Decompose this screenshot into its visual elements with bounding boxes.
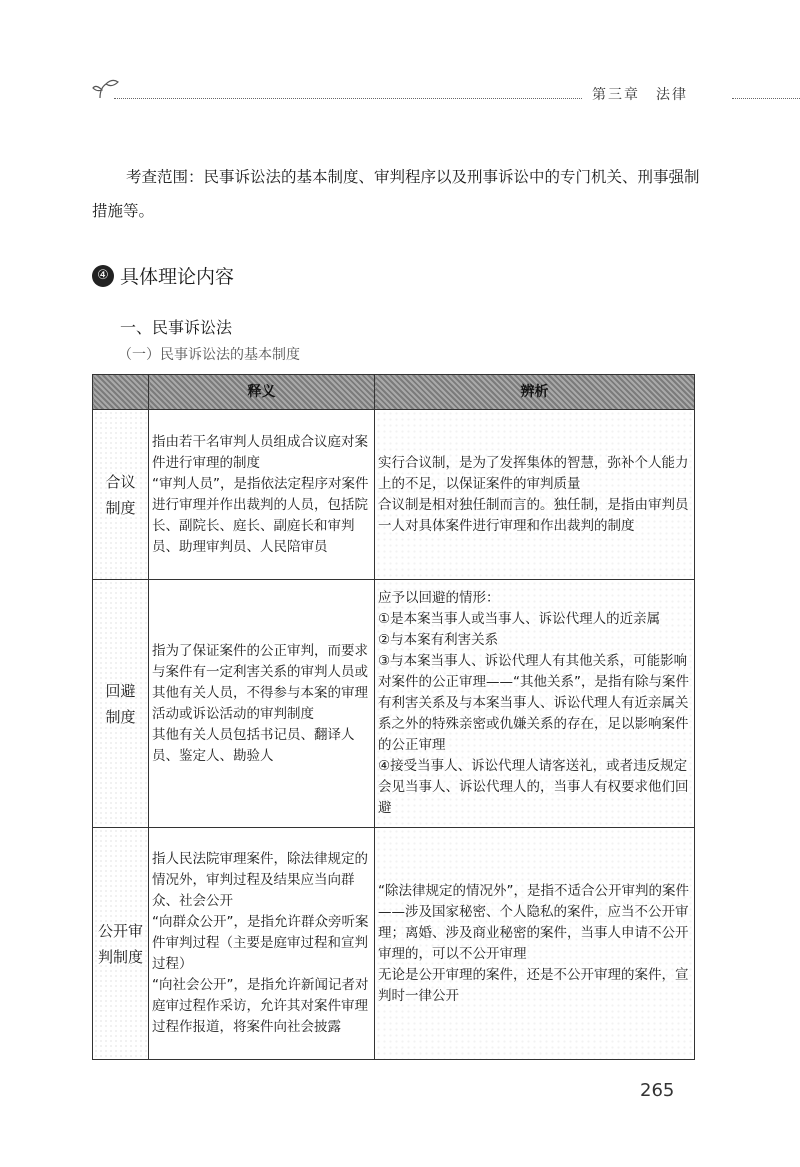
header-cell-definition: 释义: [149, 375, 375, 410]
table-row: [93, 580, 695, 828]
definition-line: 指为了保证案件的公正审判，而要求与案件有一定利害关系的审判人员或其他有关人员，不得参与本案的审理活动或诉讼活动的审判制度: [152, 642, 368, 722]
subsubsection-title: （一）民事诉讼法的基本制度: [118, 347, 300, 363]
term-line: 回避: [105, 681, 136, 700]
term-cell: [93, 580, 149, 828]
definition-line: 指由若干名审判人员组成合议庭对案件进行审理的制度: [152, 433, 368, 471]
header-cell-blank: [93, 375, 149, 410]
definition-cell: [149, 828, 375, 1060]
header-rule-right: [732, 98, 800, 99]
explanation-cell: [375, 410, 695, 580]
explanation-line: “除法律规定的情况外”，是指不适合公开审判的案件——涉及国家秘密、个人隐私的案件，应当不公开审理；离婚、涉及商业秘密的案件，当事人申请不公开审理的，可以不公开审理: [378, 882, 689, 962]
chapter-title: 第三章 法律: [592, 87, 688, 103]
exam-scope: 考查范围：民事诉讼法的基本制度、审判程序以及刑事诉讼中的专门机关、刑事强制措施等。: [92, 168, 700, 220]
explanation-cell: [375, 580, 695, 828]
definition-cell: [149, 580, 375, 828]
term-line: 制度: [105, 498, 136, 517]
term-cell: [93, 828, 149, 1060]
section-title: 具体理论内容: [120, 266, 235, 288]
explanation-line: 无论是公开审理的案件，还是不公开审理的案件，宣判时一律公开: [378, 966, 689, 1004]
section-heading: [92, 262, 234, 289]
explanation-line: 实行合议制，是为了发挥集体的智慧，弥补个人能力上的不足，以保证案件的审判质量: [378, 454, 689, 492]
definition-line: “向社会公开”，是指允许新闻记者对庭审过程作采访，允许其对案件审理过程作报道，将案件向社会披露: [152, 977, 369, 1035]
table-row: [93, 410, 695, 580]
explanation-line: 应予以回避的情形：: [378, 590, 500, 606]
term-line: 判制度: [97, 947, 143, 966]
explanation-line: ④接受当事人、诉讼代理人请客送礼，或者违反规定会见当事人、诉讼代理人的，当事人有权要求他们回避: [378, 758, 689, 816]
table-row: [93, 828, 695, 1060]
header-rule-left: [114, 98, 582, 99]
explanation-line: ③与本案当事人、诉讼代理人有其他关系，可能影响对案件的公正审理——“其他关系”，是指有除与案件有利害关系及与本案当事人、诉讼代理人有近亲属关系之外的特殊亲密或仇嫌关系的存在，足以影响案件的公正审理: [378, 653, 689, 753]
term-cell: [93, 410, 149, 580]
section-badge-icon: ④: [92, 265, 114, 287]
systems-table: [92, 374, 695, 1060]
sprout-icon: [92, 78, 122, 100]
definition-line: 指人民法院审理案件，除法律规定的情况外，审判过程及结果应当向群众、社会公开: [152, 851, 368, 909]
definition-cell: [149, 410, 375, 580]
definition-line: 其他有关人员包括书记员、翻译人员、鉴定人、勘验人: [152, 726, 355, 764]
definition-line: “审判人员”，是指依法定程序对案件进行审理并作出裁判的人员，包括院长、副院长、庭长、副庭长和审判员、助理审判员、人民陪审员: [152, 475, 369, 555]
term-line: 合议: [105, 472, 136, 491]
definition-line: “向群众公开”，是指允许群众旁听案件审判过程（主要是庭审过程和宣判过程）: [152, 914, 369, 972]
running-header: [92, 78, 742, 102]
explanation-line: ②与本案有利害关系: [378, 632, 499, 648]
table-header-row: [93, 375, 695, 410]
explanation-cell: [375, 828, 695, 1060]
page-number: 265: [640, 1080, 675, 1101]
header-cell-explanation: 辨析: [375, 375, 695, 410]
term-line: 制度: [105, 707, 136, 726]
explanation-line: 合议制是相对独任制而言的。独任制，是指由审判员一人对具体案件进行审理和作出裁判的制度: [378, 496, 689, 534]
subsection-title: 一、民事诉讼法: [120, 318, 233, 337]
explanation-line: ①是本案当事人或当事人、诉讼代理人的近亲属: [378, 611, 661, 627]
term-line: 公开审: [97, 921, 143, 940]
